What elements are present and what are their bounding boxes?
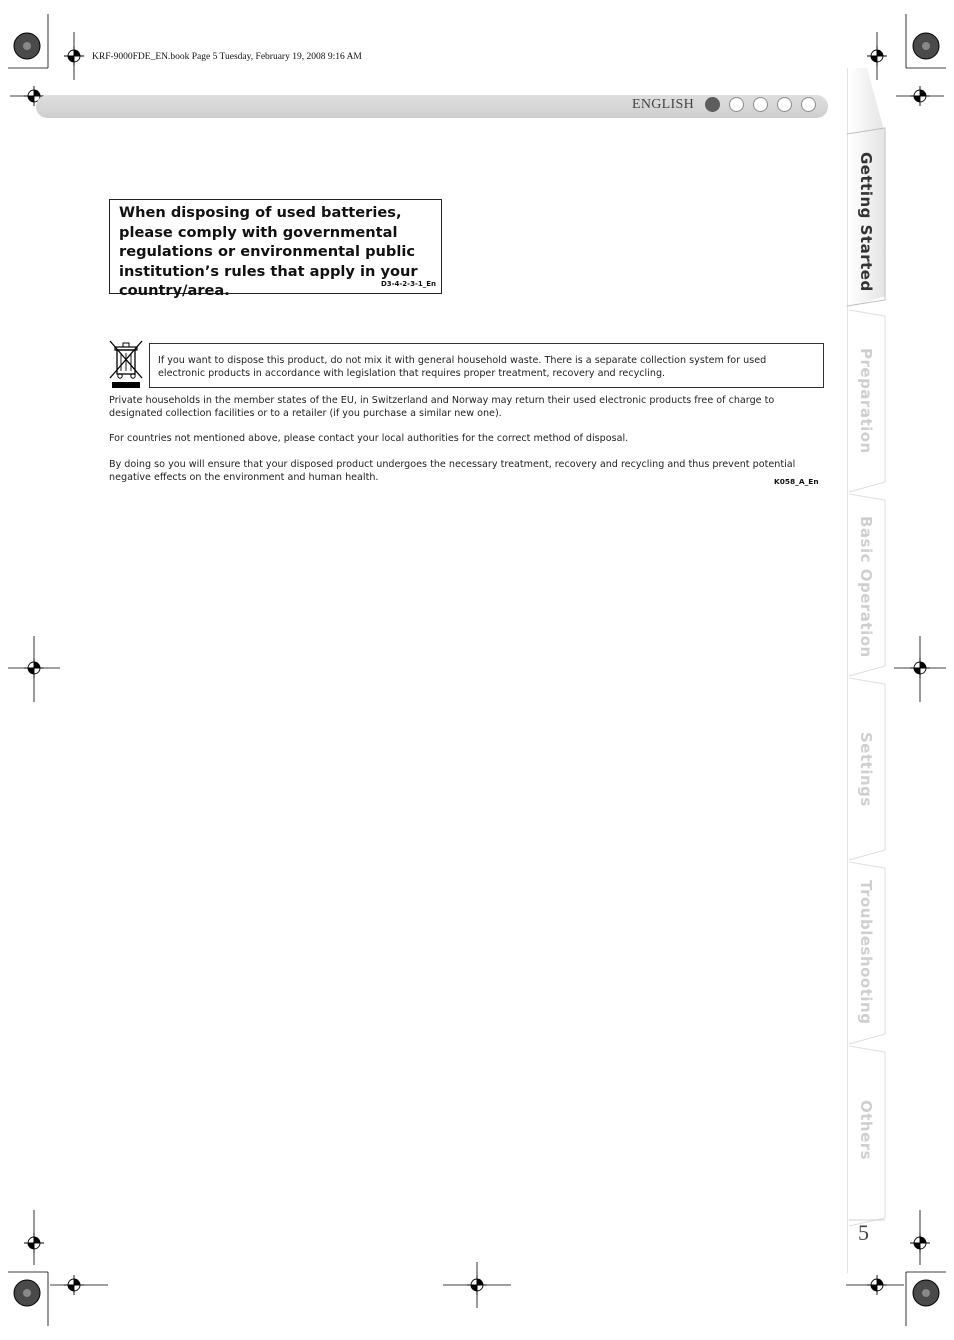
tab-settings-label: Settings: [857, 732, 875, 807]
tab-others-label: Others: [857, 1100, 875, 1161]
registration-star-icon: [14, 1280, 40, 1306]
weee-paragraph-eu: Private households in the member states of the EU, in Switzerland and Norway may return their used electronic products free of charge to designated collection facilities or to a retailer (if you purchase a similar new one).: [109, 395, 775, 419]
battery-notice-code: D3-4-2-3-1_En: [380, 280, 436, 288]
tab-basic-operation-label: Basic Operation: [857, 516, 875, 658]
section-indicator-dot: [777, 97, 792, 112]
tab-troubleshooting-label: Troubleshooting: [857, 880, 875, 1025]
section-indicator-dot: [705, 97, 720, 112]
tab-preparation-label: Preparation: [857, 348, 875, 454]
tab-getting-started-label: Getting Started: [857, 152, 875, 292]
tab-settings[interactable]: [847, 714, 885, 854]
crossed-bin-icon: [108, 338, 144, 390]
section-tabs: [847, 68, 907, 1273]
section-indicator-dot: [753, 97, 768, 112]
page-number: 5: [858, 1220, 869, 1245]
battery-notice-box: [109, 199, 442, 299]
battery-notice-text: When disposing of used batteries, please comply with governmental regulations or environmental public institution’s rules that apply in your country/area.: [119, 204, 418, 299]
section-indicator-dot: [801, 97, 816, 112]
section-indicator-dot: [729, 97, 744, 112]
tab-others[interactable]: [847, 1082, 885, 1212]
print-header: KRF-9000FDE_EN.book Page 5 Tuesday, February 19, 2008 9:16 AM: [92, 52, 362, 62]
tab-troubleshooting[interactable]: [847, 862, 885, 1032]
registration-star-icon: [14, 33, 40, 59]
registration-star-icon: [913, 33, 939, 59]
language-label: ENGLISH: [632, 97, 694, 112]
weee-paragraph-other-countries: For countries not mentioned above, please contact your local authorities for the correct method of disposal.: [109, 433, 629, 444]
registration-star-icon: [913, 1280, 939, 1306]
tab-preparation[interactable]: [847, 330, 885, 490]
weee-notice-box: [149, 343, 824, 388]
weee-notice-code: K058_A_En: [774, 477, 819, 486]
weee-notice-box-text: If you want to dispose this product, do not mix it with general household waste. There is a separate collection system for used electronic products in accordance with legislation that requires proper treatment, recovery and recycling.: [158, 355, 767, 379]
tab-getting-started[interactable]: [847, 134, 885, 304]
tab-basic-operation[interactable]: [847, 498, 885, 668]
weee-paragraph-benefits: By doing so you will ensure that your disposed product undergoes the necessary treatment, recovery and recycling and thus prevent potential negative effects on the environment and human health.: [109, 459, 796, 483]
